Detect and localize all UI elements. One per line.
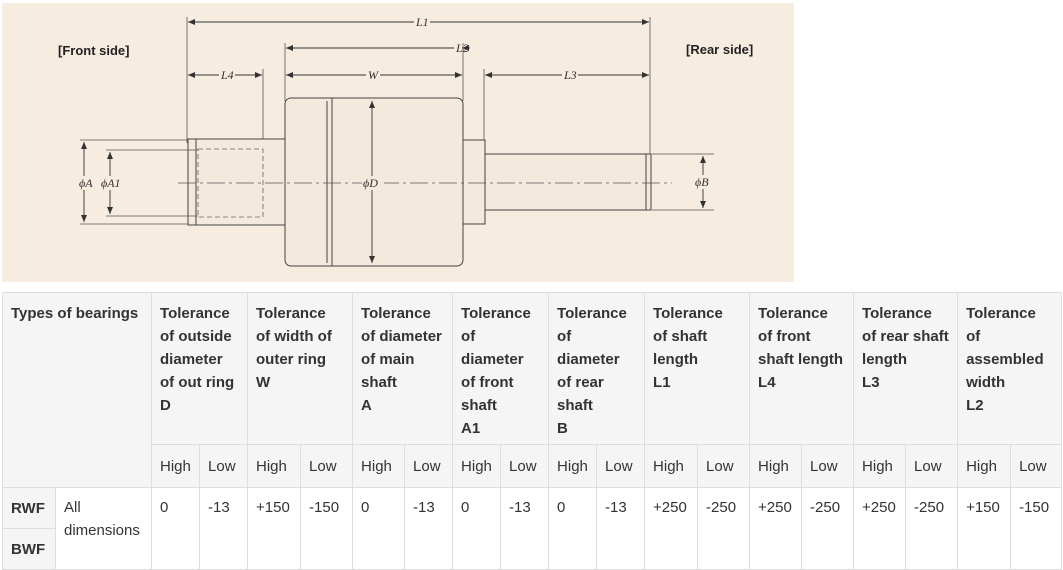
dim-phi-a-label: ϕA [79, 176, 93, 190]
high-label: High [152, 445, 200, 488]
value-cell: 0 [453, 488, 501, 570]
rear-side-label: [Rear side] [686, 42, 754, 57]
value-cell: -13 [200, 488, 248, 570]
high-label: High [750, 445, 802, 488]
value-cell: -250 [906, 488, 958, 570]
col-header-l1: Tolerance of shaft length L1 [645, 293, 750, 445]
low-label: Low [597, 445, 645, 488]
bearing-type-bwf: BWF [3, 529, 56, 570]
dim-w-label: W [368, 68, 378, 82]
value-cell: -13 [501, 488, 549, 570]
high-label: High [854, 445, 906, 488]
high-label: High [549, 445, 597, 488]
value-cell: -250 [802, 488, 854, 570]
col-header-w: Tolerance of width of outer ring W [248, 293, 353, 445]
value-cell: -13 [405, 488, 453, 570]
high-label: High [353, 445, 405, 488]
value-cell: +250 [854, 488, 906, 570]
value-cell: -150 [1011, 488, 1062, 570]
high-label: High [958, 445, 1011, 488]
high-label: High [248, 445, 301, 488]
front-side-label: [Front side] [58, 43, 130, 58]
value-cell: +150 [248, 488, 301, 570]
value-cell: +250 [750, 488, 802, 570]
value-cell: 0 [152, 488, 200, 570]
dim-l2-label: L2 [456, 41, 469, 55]
bearing-dimension-drawing [2, 3, 794, 282]
low-label: Low [200, 445, 248, 488]
col-header-a: Tolerance of diameter of main shaft A [353, 293, 453, 445]
bearing-type-rwf: RWF [3, 488, 56, 529]
low-label: Low [301, 445, 353, 488]
high-label: High [453, 445, 501, 488]
value-cell: -13 [597, 488, 645, 570]
col-header-d: Tolerance of outside diameter of out ring D [152, 293, 248, 445]
dim-phi-b-label: ϕB [695, 175, 709, 189]
dim-l3-label: L3 [564, 68, 577, 82]
dim-phi-d-label: ϕD [363, 176, 378, 190]
col-header-b: Tolerance of diameter of rear shaft B [549, 293, 645, 445]
col-header-l4: Tolerance of front shaft length L4 [750, 293, 854, 445]
col-header-l3: Tolerance of rear shaft length L3 [854, 293, 958, 445]
tolerance-table [2, 292, 1062, 570]
dim-l4-label: L4 [221, 68, 234, 82]
low-label: Low [698, 445, 750, 488]
low-label: Low [501, 445, 549, 488]
low-label: Low [1011, 445, 1062, 488]
dim-l1-label: L1 [416, 15, 429, 29]
scope-cell: All dimensions [56, 488, 152, 570]
high-label: High [645, 445, 698, 488]
col-header-l2: Tolerance of assembled width L2 [958, 293, 1062, 445]
value-cell: +150 [958, 488, 1011, 570]
low-label: Low [906, 445, 958, 488]
table-header-row [3, 293, 1062, 445]
value-cell: -250 [698, 488, 750, 570]
dim-phi-a1-label: ϕA1 [101, 176, 121, 190]
value-cell: +250 [645, 488, 698, 570]
low-label: Low [405, 445, 453, 488]
types-header: Types of bearings [3, 293, 152, 488]
table-row-rwf [3, 488, 1062, 529]
value-cell: 0 [353, 488, 405, 570]
value-cell: 0 [549, 488, 597, 570]
high-low-row [3, 445, 1062, 488]
low-label: Low [802, 445, 854, 488]
col-header-a1: Tolerance of diameter of front shaft A1 [453, 293, 549, 445]
value-cell: -150 [301, 488, 353, 570]
